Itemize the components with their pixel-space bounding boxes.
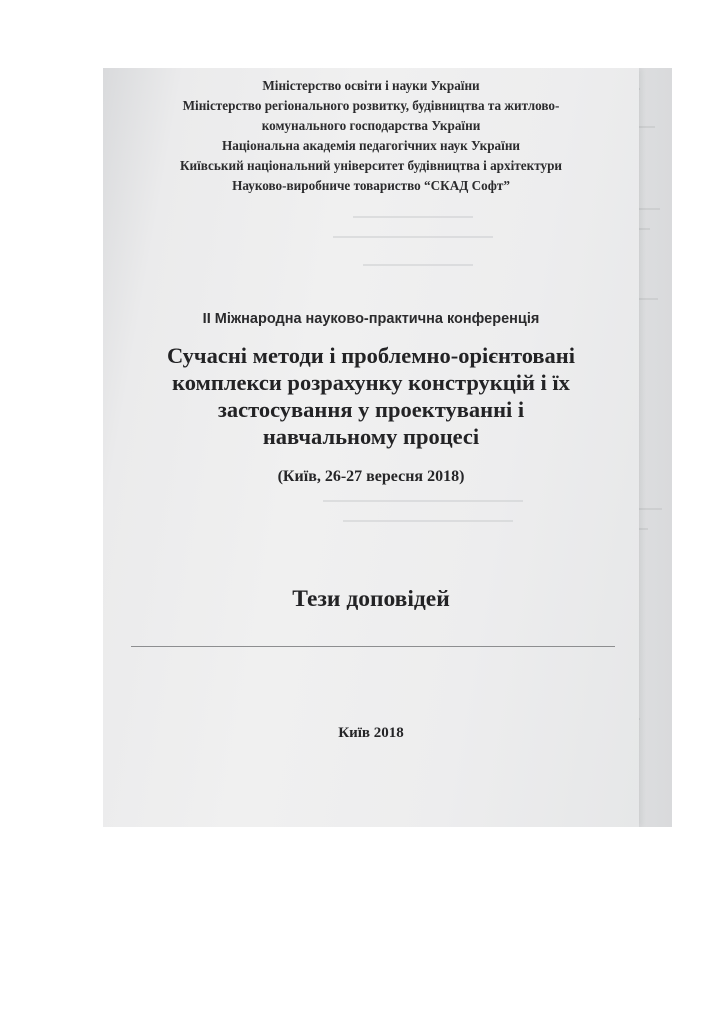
- title-line: навчальному процесі: [262, 424, 480, 449]
- issuer-line: комунального господарства України: [261, 118, 481, 133]
- place-and-year: Київ 2018: [338, 725, 404, 741]
- document-type-heading: Тези доповідей: [292, 586, 450, 612]
- conference-date: (Київ, 26-27 вересня 2018): [277, 468, 465, 485]
- horizontal-divider: [131, 646, 615, 647]
- issuing-organizations: [103, 76, 639, 196]
- cover-page: [103, 68, 639, 827]
- title-line: Сучасні методи і проблемно-орієнтовані: [166, 343, 576, 368]
- issuer-line: Міністерство регіонального розвитку, будівництва та житлово-: [182, 98, 560, 113]
- photographed-cover: [103, 68, 672, 827]
- issuer-line: Науково-виробниче товариство “СКАД Софт”: [232, 178, 510, 193]
- issuer-line: Національна академія педагогічних наук України: [221, 138, 521, 153]
- title-line: комплекси розрахунку конструкцій і їх: [172, 370, 570, 395]
- conference-title: [103, 342, 639, 450]
- issuer-line: Міністерство освіти і науки України: [262, 78, 480, 93]
- issuer-line: Київський національний університет будівництва і архітектури: [179, 158, 563, 173]
- title-line: застосування у проектуванні і: [217, 397, 525, 422]
- conference-type: ІІ Міжнародна науково-практична конференція: [202, 311, 540, 327]
